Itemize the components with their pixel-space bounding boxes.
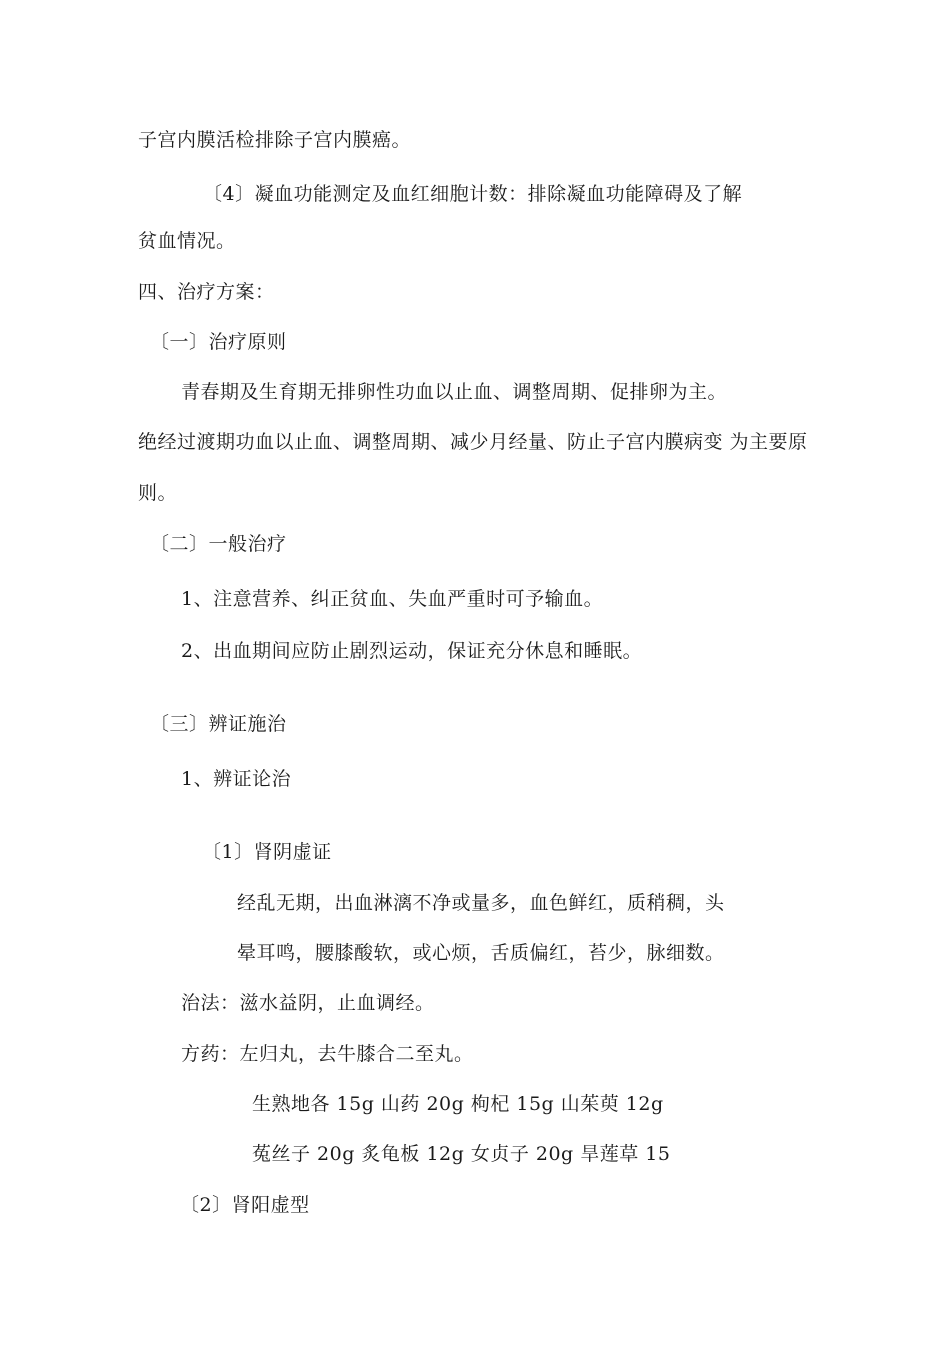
subsection-heading-2: 〔二〕一般治疗 bbox=[150, 533, 287, 555]
subsection-heading-3: 〔三〕辨证施治 bbox=[150, 713, 287, 735]
subsection-heading-1: 〔一〕治疗原则 bbox=[150, 331, 287, 353]
treatment-method: 治法：滋水益阴，止血调经。 bbox=[181, 992, 435, 1014]
prescription: 方药：左归丸，去牛膝合二至丸。 bbox=[181, 1043, 474, 1065]
list-item-2: 2、出血期间应防止剧烈运动，保证充分休息和睡眠。 bbox=[181, 640, 643, 662]
text-line-3: 贫血情况。 bbox=[138, 230, 236, 252]
text-line-8: 则。 bbox=[138, 482, 178, 504]
list-item-1: 1、注意营养、纠正贫血、失血严重时可予输血。 bbox=[181, 588, 604, 610]
herb-list-1: 生熟地各 15g 山药 20g 枸杞 15g 山茱萸 12g bbox=[252, 1093, 664, 1115]
symptom-line-1: 经乱无期，出血淋漓不净或量多，血色鲜红，质稍稠，头 bbox=[237, 892, 725, 914]
symptom-line-2: 晕耳鸣，腰膝酸软，或心烦，舌质偏红，苔少，脉细数。 bbox=[237, 942, 725, 964]
syndrome-heading-2: 〔2〕肾阳虚型 bbox=[180, 1194, 310, 1216]
text-line-7: 绝经过渡期功血以止血、调整周期、减少月经量、防止子宫内膜病变 为主要原 bbox=[138, 431, 808, 453]
section-heading: 四、治疗方案： bbox=[138, 281, 275, 303]
text-line-1: 子宫内膜活检排除子宫内膜癌。 bbox=[138, 129, 412, 151]
syndrome-heading-1: 〔1〕肾阴虚证 bbox=[202, 841, 332, 863]
text-line-6: 青春期及生育期无排卵性功血以止血、调整周期、促排卵为主。 bbox=[181, 381, 728, 403]
numbered-heading: 1、辨证论治 bbox=[181, 768, 292, 790]
text-line-2: 〔4〕凝血功能测定及血红细胞计数：排除凝血功能障碍及了解 bbox=[203, 183, 743, 205]
herb-list-2: 菟丝子 20g 炙龟板 12g 女贞子 20g 旱莲草 15 bbox=[252, 1143, 671, 1165]
